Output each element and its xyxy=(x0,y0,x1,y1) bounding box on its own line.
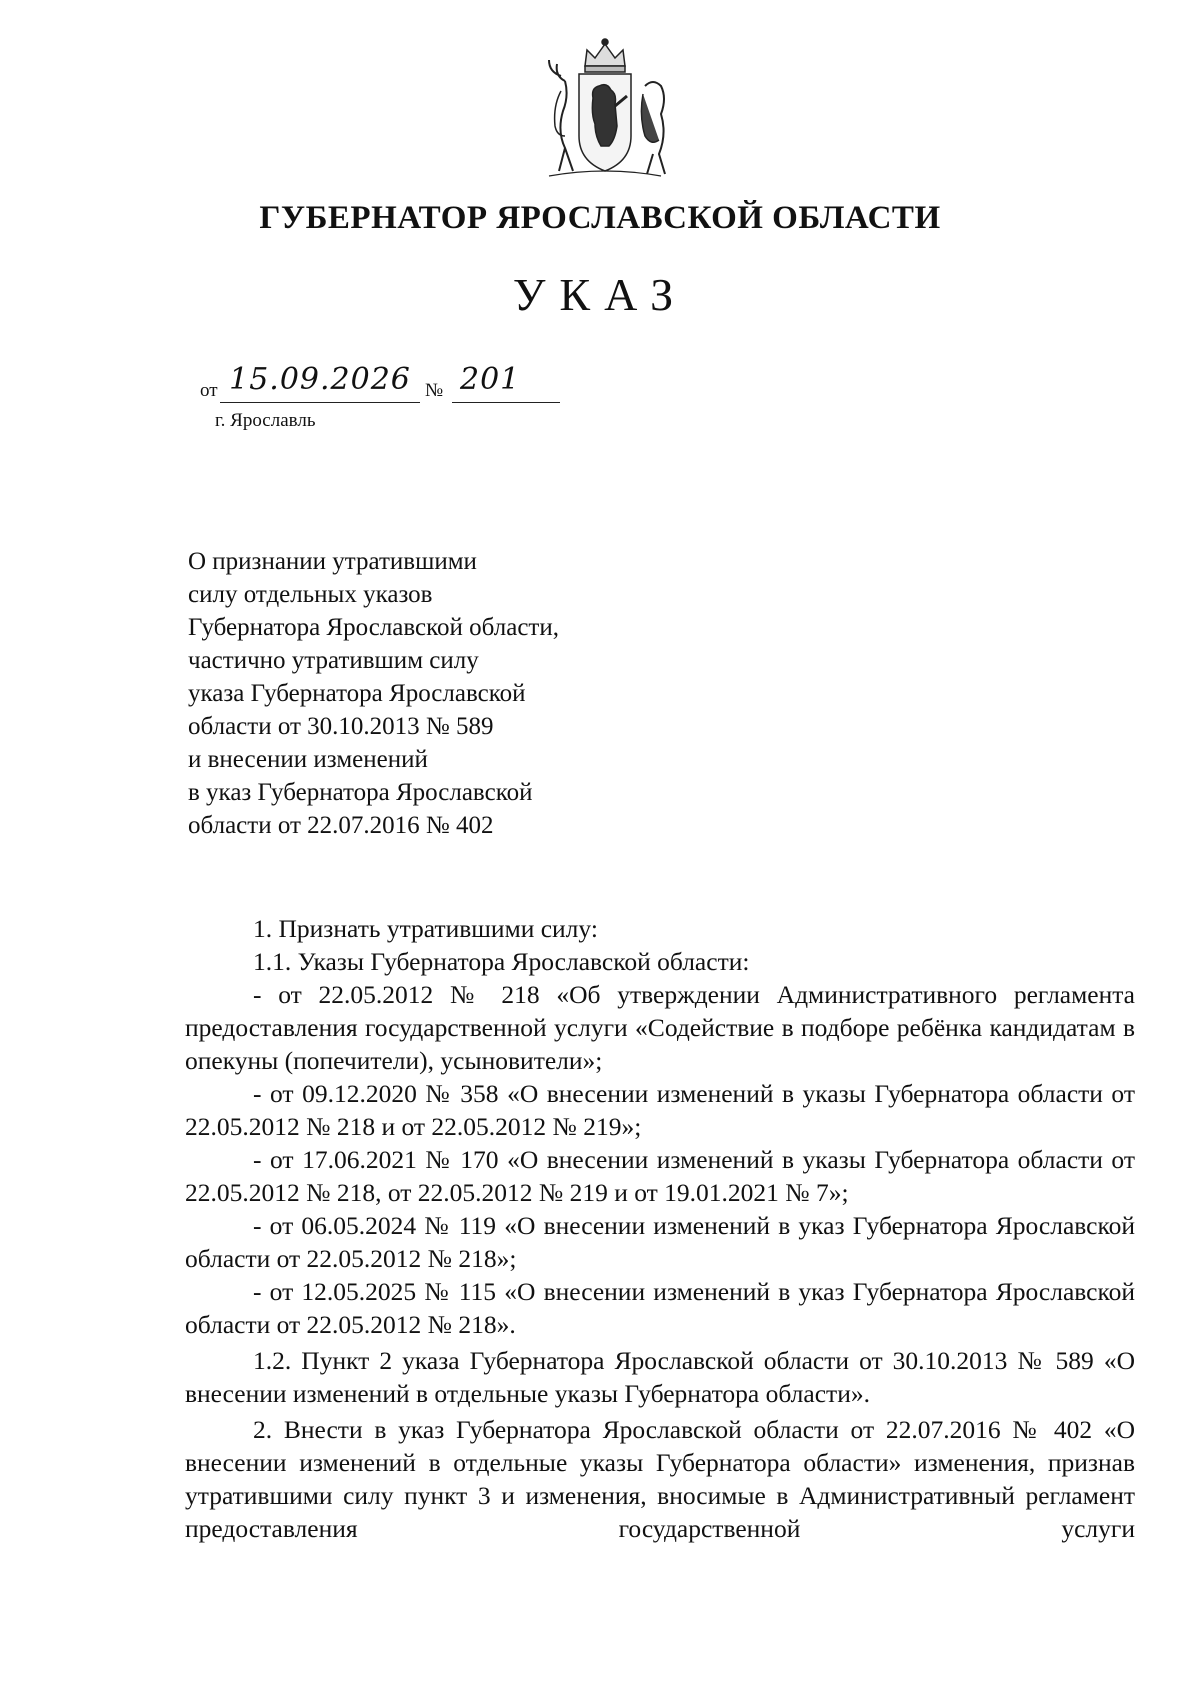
subject-line: указа Губернатора Ярославской xyxy=(188,680,526,707)
subject-line: области от 22.07.2016 № 402 xyxy=(188,812,494,839)
body-paragraph: - от 06.05.2024 № 119 «О внесении изменений в указ Губернатора Ярославской области от 22.05.2012 № 218»; xyxy=(185,1211,1135,1273)
body-paragraph: - от 12.05.2025 № 115 «О внесении изменений в указ Губернатора Ярославской области от 22.05.2012 № 218». xyxy=(185,1277,1135,1339)
subject-line: частично утратившим силу xyxy=(188,647,479,674)
issuer-title: ГУБЕРНАТОР ЯРОСЛАВСКОЙ ОБЛАСТИ xyxy=(259,200,941,236)
number-underline xyxy=(452,402,560,403)
subject-line: силу отдельных указов xyxy=(188,581,433,608)
date-prefix: от xyxy=(200,380,218,401)
body-paragraph: 1.2. Пункт 2 указа Губернатора Ярославской области от 30.10.2013 № 589 «О внесении изменений в отдельные указы Губернатора области». xyxy=(185,1346,1135,1408)
subject-line: Губернатора Ярославской области, xyxy=(188,614,559,641)
coat-of-arms-emblem xyxy=(535,36,675,181)
body-paragraph: 1.1. Указы Губернатора Ярославской области: xyxy=(253,947,750,976)
dateline xyxy=(200,360,560,404)
subject-line: в указ Губернатора Ярославской xyxy=(188,779,533,806)
body-paragraph: 1. Признать утратившими силу: xyxy=(253,914,598,943)
handwritten-number: 201 xyxy=(460,362,521,397)
document-type: УКАЗ xyxy=(512,269,688,320)
body-paragraph: - от 22.05.2012 № 218 «Об утверждении Административного регламента предоставления государственной услуги «Содействие в подборе ребёнка кандидатам в опекуны (попечители), усыновители»; xyxy=(185,980,1135,1075)
city-line: г. Ярославль xyxy=(215,410,316,431)
handwritten-date: 15.09.2026 xyxy=(229,362,411,397)
subject-line: области от 30.10.2013 № 589 xyxy=(188,713,494,740)
body-paragraph: 2. Внести в указ Губернатора Ярославской области от 22.07.2016 № 402 «О внесении изменений в отдельные указы Губернатора области» изменения, признав утратившими силу пункт 3 и изменения, вносимые в Административный регламент предоставления государственной услуги xyxy=(185,1415,1135,1543)
number-sign: № xyxy=(425,380,444,401)
body-paragraph: - от 09.12.2020 № 358 «О внесении изменений в указы Губернатора области от 22.05.2012 № 218 и от 22.05.2012 № 219»; xyxy=(185,1079,1135,1141)
body-paragraph: - от 17.06.2021 № 170 «О внесении изменений в указы Губернатора области от 22.05.2012 № 218, от 22.05.2012 № 219 и от 19.01.2021 № 7»; xyxy=(185,1145,1135,1207)
subject-line: О признании утратившими xyxy=(188,548,477,575)
date-underline xyxy=(220,402,420,403)
subject-line: и внесении изменений xyxy=(188,746,428,773)
subject-block xyxy=(188,545,559,842)
document-body xyxy=(185,912,1135,1545)
